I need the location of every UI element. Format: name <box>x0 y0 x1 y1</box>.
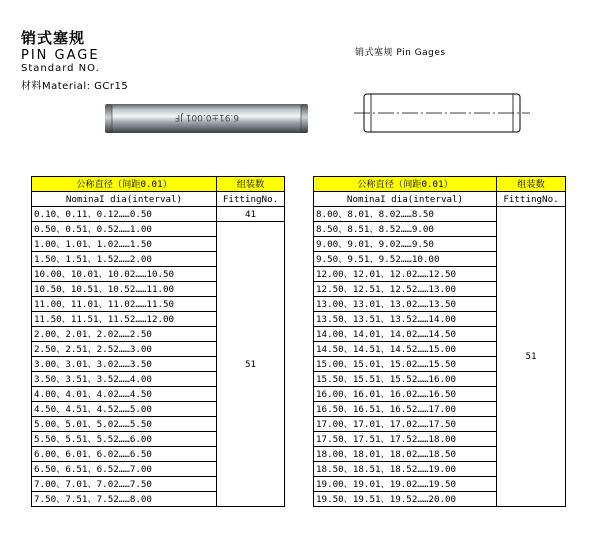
range-cell: 9.00、9.01、9.02……9.50 <box>314 237 497 252</box>
range-cell: 15.50、15.51、15.52……16.00 <box>314 372 497 387</box>
nominal-dia-header-en: NominaI dia(interval) <box>32 192 217 207</box>
range-cell: 5.50、5.51、5.52……6.00 <box>32 432 217 447</box>
spec-table-right <box>313 176 566 507</box>
range-cell: 9.50、9.51、9.52……10.00 <box>314 252 497 267</box>
drawing-caption: 销式塞规 Pin Gages <box>355 48 446 58</box>
range-cell: 16.50、16.51、16.52……17.00 <box>314 402 497 417</box>
range-cell: 0.50、0.51、0.52……1.00 <box>32 222 217 237</box>
range-cell: 1.50、1.51、1.52……2.00 <box>32 252 217 267</box>
range-cell: 14.00、14.01、14.02……14.50 <box>314 327 497 342</box>
range-cell: 19.00、19.01、19.02……19.50 <box>314 477 497 492</box>
nominal-dia-header-cn: 公称直径（间距0.01） <box>314 177 497 192</box>
range-cell: 18.00、18.01、18.02……18.50 <box>314 447 497 462</box>
range-cell: 18.50、18.51、18.52……19.00 <box>314 462 497 477</box>
header-row-en <box>32 192 285 207</box>
range-cell: 2.00、2.01、2.02……2.50 <box>32 327 217 342</box>
range-cell: 8.00、8.01、8.02……8.50 <box>314 207 497 222</box>
range-cell: 16.00、16.01、16.02……16.50 <box>314 387 497 402</box>
standard-label: Standard NO. <box>21 63 100 74</box>
table-row <box>32 207 285 222</box>
range-cell: 17.50、17.51、17.52……18.00 <box>314 432 497 447</box>
nominal-dia-header-cn: 公称直径（间距0.01） <box>32 177 217 192</box>
page-subtitle: PIN GAGE <box>21 48 100 63</box>
pin-engraving: 6.91±0.001 JF <box>174 112 240 122</box>
range-cell: 6.50、6.51、6.52……7.00 <box>32 462 217 477</box>
range-cell: 12.00、12.01、12.02……12.50 <box>314 267 497 282</box>
range-cell: 4.00、4.01、4.02……4.50 <box>32 387 217 402</box>
spec-table-left <box>31 176 285 507</box>
fitting-group-cell: 51 <box>497 207 566 507</box>
range-cell: 11.50、11.51、11.52……12.00 <box>32 312 217 327</box>
material-label: 材料Material: GCr15 <box>21 81 129 92</box>
range-cell: 1.00、1.01、1.02……1.50 <box>32 237 217 252</box>
range-cell: 2.50、2.51、2.52……3.00 <box>32 342 217 357</box>
range-cell: 19.50、19.51、19.52……20.00 <box>314 492 497 507</box>
range-cell: 5.00、5.01、5.02……5.50 <box>32 417 217 432</box>
range-cell: 14.50、14.51、14.52……15.00 <box>314 342 497 357</box>
range-cell: 0.10、0.11、0.12……0.50 <box>32 207 217 222</box>
header-row-en <box>314 192 566 207</box>
range-cell: 12.50、12.51、12.52……13.00 <box>314 282 497 297</box>
pin-gage-photo <box>103 102 310 135</box>
range-cell: 3.00、3.01、3.02……3.50 <box>32 357 217 372</box>
fitting-header-cn: 组装数 <box>497 177 566 192</box>
page-title: 销式塞规 <box>21 29 86 47</box>
range-cell: 4.50、4.51、4.52……5.00 <box>32 402 217 417</box>
range-cell: 17.00、17.01、17.02……17.50 <box>314 417 497 432</box>
fitting-group-cell: 51 <box>217 222 285 507</box>
range-cell: 7.00、7.01、7.02……7.50 <box>32 477 217 492</box>
pin-gage-drawing <box>352 84 532 142</box>
range-cell: 10.50、10.51、10.52……11.00 <box>32 282 217 297</box>
fitting-header-cn: 组装数 <box>217 177 285 192</box>
header-row-cn <box>314 177 566 192</box>
range-cell: 3.50、3.51、3.52……4.00 <box>32 372 217 387</box>
fitting-header-en: FittingNo. <box>217 192 285 207</box>
range-cell: 13.00、13.01、13.02……13.50 <box>314 297 497 312</box>
table-row <box>32 222 285 237</box>
range-cell: 10.00、10.01、10.02……10.50 <box>32 267 217 282</box>
range-cell: 6.00、6.01、6.02……6.50 <box>32 447 217 462</box>
fitting-header-en: FittingNo. <box>497 192 566 207</box>
header-row-cn <box>32 177 285 192</box>
range-cell: 15.00、15.01、15.02……15.50 <box>314 357 497 372</box>
fitting-cell: 41 <box>217 207 285 222</box>
range-cell: 11.00、11.01、11.02……11.50 <box>32 297 217 312</box>
nominal-dia-header-en: NominaI dia(interval) <box>314 192 497 207</box>
table-row <box>314 207 566 222</box>
range-cell: 7.50、7.51、7.52……8.00 <box>32 492 217 507</box>
range-cell: 13.50、13.51、13.52……14.00 <box>314 312 497 327</box>
range-cell: 8.50、8.51、8.52……9.00 <box>314 222 497 237</box>
